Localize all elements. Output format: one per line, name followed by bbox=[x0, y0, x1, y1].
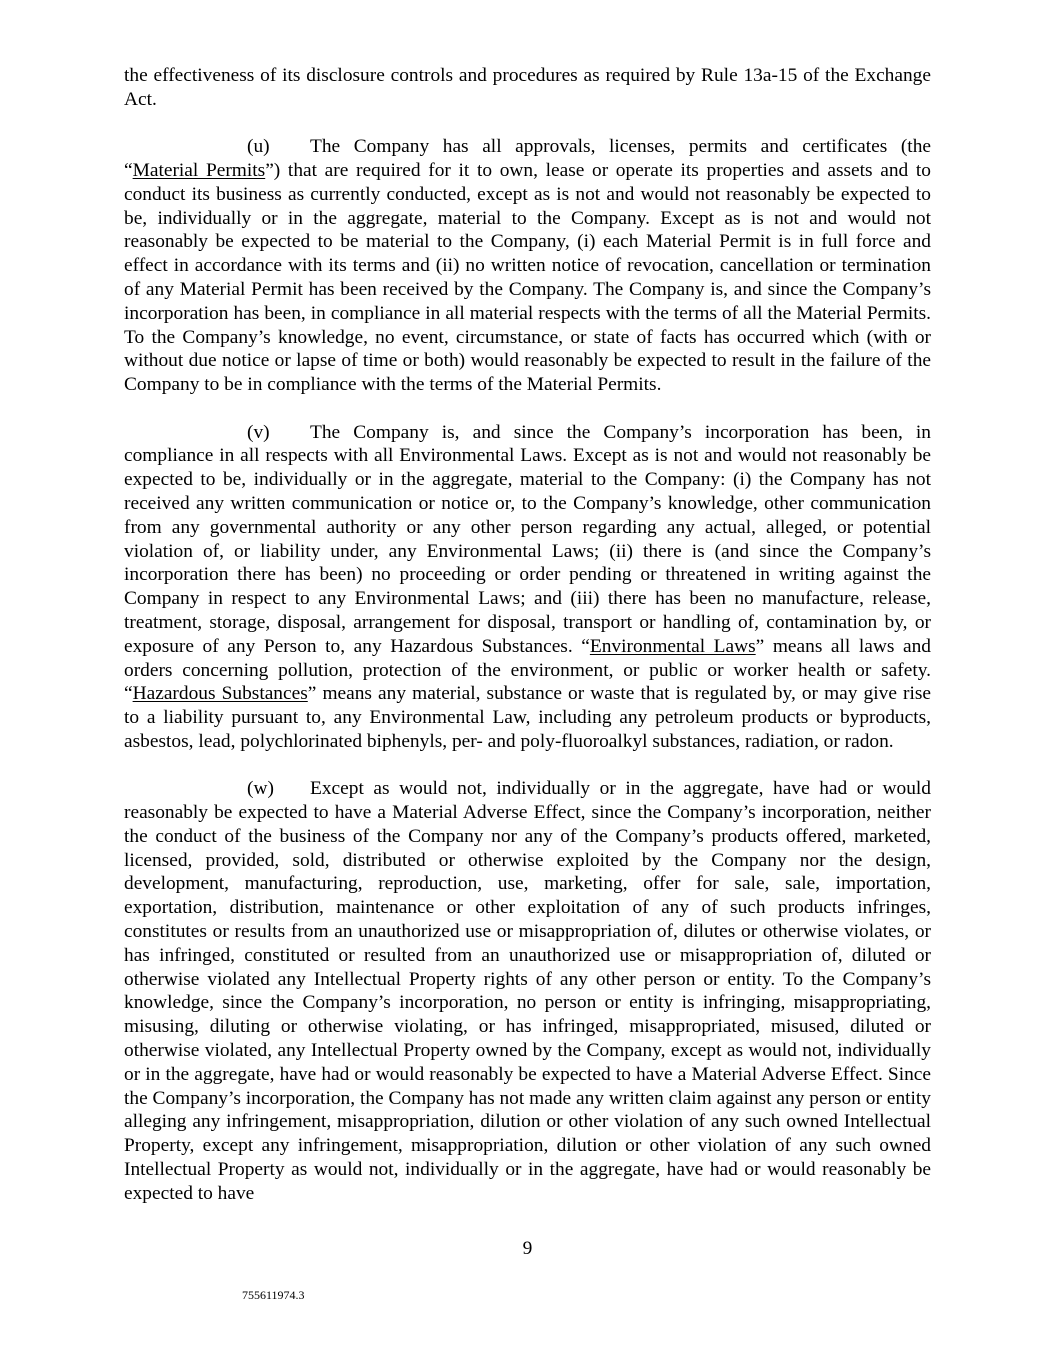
section-label-w: (w) bbox=[247, 778, 274, 800]
paragraph-intro bbox=[124, 64, 931, 112]
paragraph-text: the effectiveness of its disclosure controls and procedures as required by Rule 13a-15 of the Exchange Act. bbox=[124, 65, 931, 110]
defined-term-environmental-laws: Environmental Laws bbox=[589, 635, 756, 657]
page-number: 9 bbox=[522, 1238, 533, 1259]
paragraph-text: The Company is, and since the Company’s incorporation has been, in compliance in all respects with all Environmental Laws. Except as is not and would not reasonably be expected to be, individually or in the aggregate, material to the Company: (i) the Company has not received any written communication or notice or, to the Company’s knowledge, other communication from any governmental authority or any other person regarding any actual, alleged, or potential violation of, or liability under, any Environmental Laws; (ii) there is (and since the Company’s incorporation there has been) no proceeding or order pending or threatened in writing against the Company in respect to any Environmental Laws; and (iii) there has been no manufacture, release, treatment, storage, disposal, arrangement for disposal, transport or handling of, contamination by, or exposure of any Person to, any Hazardous Substances. “ bbox=[124, 421, 931, 657]
defined-term-hazardous-substances: Hazardous Substances bbox=[132, 683, 308, 705]
paragraph-text: Except as would not, individually or in the aggregate, have had or would reasonably be expected to have a Material Adverse Effect, since the Company’s incorporation, neither the conduct of the business of the Company nor any of the Company’s products offered, marketed, licensed, provided, sold, distributed or otherwise exploited by the Company nor the design, development, manufacturing, reproduction, use, marketing, offer for sale, sale, importation, exportation, distribution, maintenance or other exploitation of any of such products infringes, constitutes or results from an unauthorized use or misappropriation of, dilutes or otherwise violates, or has infringed, constituted or resulted from an unauthorized use or misappropriation of, diluted or otherwise violated any Intellectual Property rights of any other person or entity. To the Company’s knowledge, since the Company’s incorporation, no person or entity is infringing, misappropriating, misusing, diluting or otherwise violating, or has infringed, misappropriated, misused, diluted or otherwise violated, any Intellectual Property owned by the Company, except as would not, individually or in the aggregate, have had or would reasonably be expected to have a Material Adverse Effect. Since the Company’s incorporation, the Company has not made any written claim against any person or entity alleging any infringement, misappropriation, dilution or other violation of any such owned Intellectual Property, except any infringement, misappropriation, dilution or other violation of any such owned Intellectual Property as would not, individually or in the aggregate, have had or would reasonably be expected to have bbox=[124, 778, 931, 1204]
section-label-u: (u) bbox=[247, 136, 270, 158]
document-body bbox=[124, 64, 931, 1206]
paragraph-text: ”) that are required for it to own, lease or operate its properties and assets and to conduct its business as currently conducted, except as is not and would not reasonably be expected to be, individually or in the aggregate, material to the Company. Except as is not and would not reasonably be expected to be material to the Company, (i) each Material Permit is in full force and effect in accordance with its terms and (ii) no written notice of revocation, cancellation or termination of any Material Permit has been received by the Company. The Company is, and since the Company’s incorporation has been, in compliance in all material respects with the terms of all the Material Permits. To the Company’s knowledge, no event, circumstance, or state of facts has occurred which (with or without due notice or lapse of time or both) would reasonably be expected to result in the failure of the Company to be in compliance with the terms of the Material Permits. bbox=[124, 159, 931, 396]
paragraph-u bbox=[124, 135, 931, 397]
document-id: 755611974.3 bbox=[242, 1288, 305, 1302]
paragraph-text: The Company has all approvals, licenses, permits and certificates (the “ bbox=[124, 136, 931, 181]
paragraph-v bbox=[124, 421, 931, 754]
paragraph-w bbox=[124, 777, 931, 1205]
paragraph-text: ” means all laws and orders concerning pollution, protection of the environment, or public or worker health or safety. “ bbox=[124, 635, 931, 705]
section-label-v: (v) bbox=[247, 421, 270, 443]
paragraph-text: ” means any material, substance or waste that is regulated by, or may give rise to a liability pursuant to, any Environmental Law, including any petroleum products or byproducts, asbestos, lead, polychlorinated biphenyls, per- and poly-fluoroalkyl substances, radiation, or radon. bbox=[124, 683, 931, 752]
defined-term-material-permits: Material Permits bbox=[132, 159, 266, 181]
